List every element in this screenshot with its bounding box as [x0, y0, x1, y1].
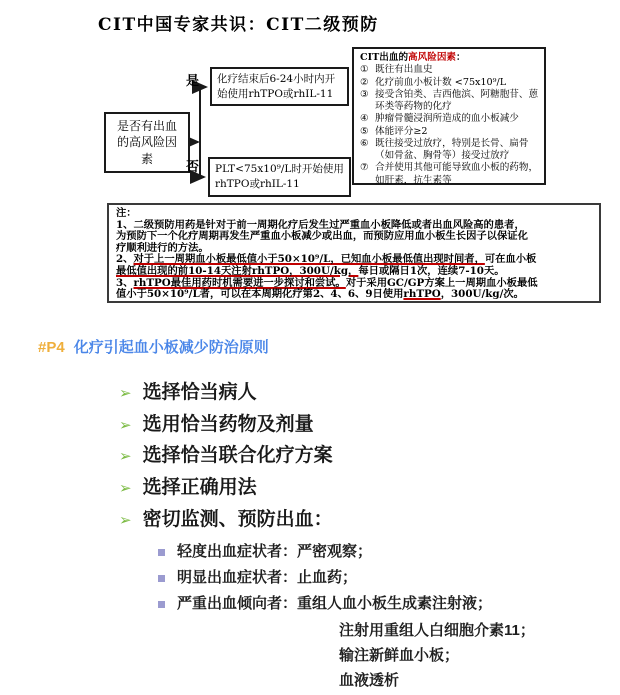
continuation-block	[339, 618, 535, 693]
yes-label: 是	[186, 74, 200, 89]
risk-factors-box	[352, 47, 546, 185]
section-heading-row	[38, 336, 269, 357]
square-bullet-icon	[158, 601, 165, 608]
bullet-item: ➢ 选择恰当联合化疗方案	[119, 445, 333, 467]
arrow-bullet-icon: ➢	[119, 511, 132, 529]
bullet-item: ➢ 选择恰当病人	[119, 382, 257, 403]
arrow-bullet-icon: ➢	[119, 385, 132, 402]
no-label: 否	[186, 160, 200, 175]
decision-box: 是否有出血的高风险因素	[104, 112, 190, 173]
risk-item: ③ 接受含铂类、吉西他滨、阿糖胞苷、蒽环类等药物的化疗	[360, 88, 539, 113]
note-line: 为预防下一个化疗周期再发生严重血小板减少或出血，而预防应用血小板生长因子以保证化	[116, 230, 528, 243]
page-title: CIT中国专家共识：CIT二级预防	[98, 15, 379, 35]
bullet-item: ➢ 选用恰当药物及剂量	[119, 413, 314, 435]
square-bullet-icon	[158, 575, 165, 582]
note-line: 1、二级预防用药是针对于前一周期化疗后发生过严重血小板降低或者出血风险高的患者，	[116, 218, 525, 231]
bullet-item: ➢ 选择正确用法	[119, 477, 257, 499]
square-bullet-icon	[158, 549, 165, 556]
note-line: 疗顺利进行的方法。	[116, 241, 209, 254]
arrow-bullet-icon: ➢	[119, 480, 132, 498]
sub-bullet-item: 严重出血倾向者：重组人血小板生成素注射液；	[158, 594, 492, 614]
continuation-line: 血液透析	[339, 672, 400, 689]
risk-item: ⑤ 体能评分≥2	[360, 125, 428, 137]
continuation-line: 注射用重组人白细胞介素11；	[339, 622, 535, 639]
risk-box-title: CIT出血的高风险因素：	[360, 52, 466, 63]
risk-item: ② 化疗前血小板计数 <75x10⁹/L	[360, 76, 507, 88]
note-line: 2、对于上一周期血小板最低值小于50×10⁹/L，已知血小板最低值出现时间者，可在血小板	[116, 253, 537, 266]
risk-item: ⑦ 合并使用其他可能导致血小板的药物，如肝素，抗生素等	[360, 162, 539, 186]
note-line: 注：	[116, 207, 137, 219]
sub-bullet-item: 轻度出血症状者：严密观察；	[158, 542, 492, 562]
bullet-item: ➢ 密切监测、预防出血：	[119, 508, 333, 530]
sub-bullet-list	[158, 542, 492, 620]
yes-branch-box: 化疗结束后6-24小时内开始使用rhTPO或rhIL-11	[210, 67, 349, 106]
note-line: 值小于50×10⁹/L者，可以在本周期化疗第2、4、6、9日使用rhTPO，300U/kg/次。	[116, 288, 524, 301]
note-line: 最低值出现的前10-14天注射rhTPO，300U/kg，每日或隔日1次，连续7-10天。	[116, 264, 505, 277]
section-title: 化疗引起血小板减少防治原则	[73, 339, 269, 356]
continuation-line: 输注新鲜血小板；	[339, 647, 460, 664]
note-line: 3、rhTPO最佳用药时机需要进一步探讨和尝试。对于采用GC/GP方案上一周期血小板最低	[116, 276, 538, 289]
risk-item: ⑥ 既往接受过放疗，特别是长骨、扁骨（如骨盆、胸骨等）接受过放疗	[360, 137, 529, 162]
section-tag: #P4	[38, 339, 65, 356]
risk-item: ④ 肿瘤骨髓浸润所造成的血小板减少	[360, 113, 519, 125]
arrow-bullet-icon: ➢	[119, 448, 132, 466]
sub-bullet-item: 明显出血症状者：止血药；	[158, 568, 492, 588]
risk-item: ① 既往有出血史	[360, 64, 433, 76]
bullet-list	[119, 381, 333, 539]
note-box	[107, 203, 601, 303]
no-branch-box: PLT<75x10⁹/L时开始使用rhTPO或rhIL-11	[208, 157, 351, 197]
arrow-bullet-icon: ➢	[119, 416, 132, 434]
